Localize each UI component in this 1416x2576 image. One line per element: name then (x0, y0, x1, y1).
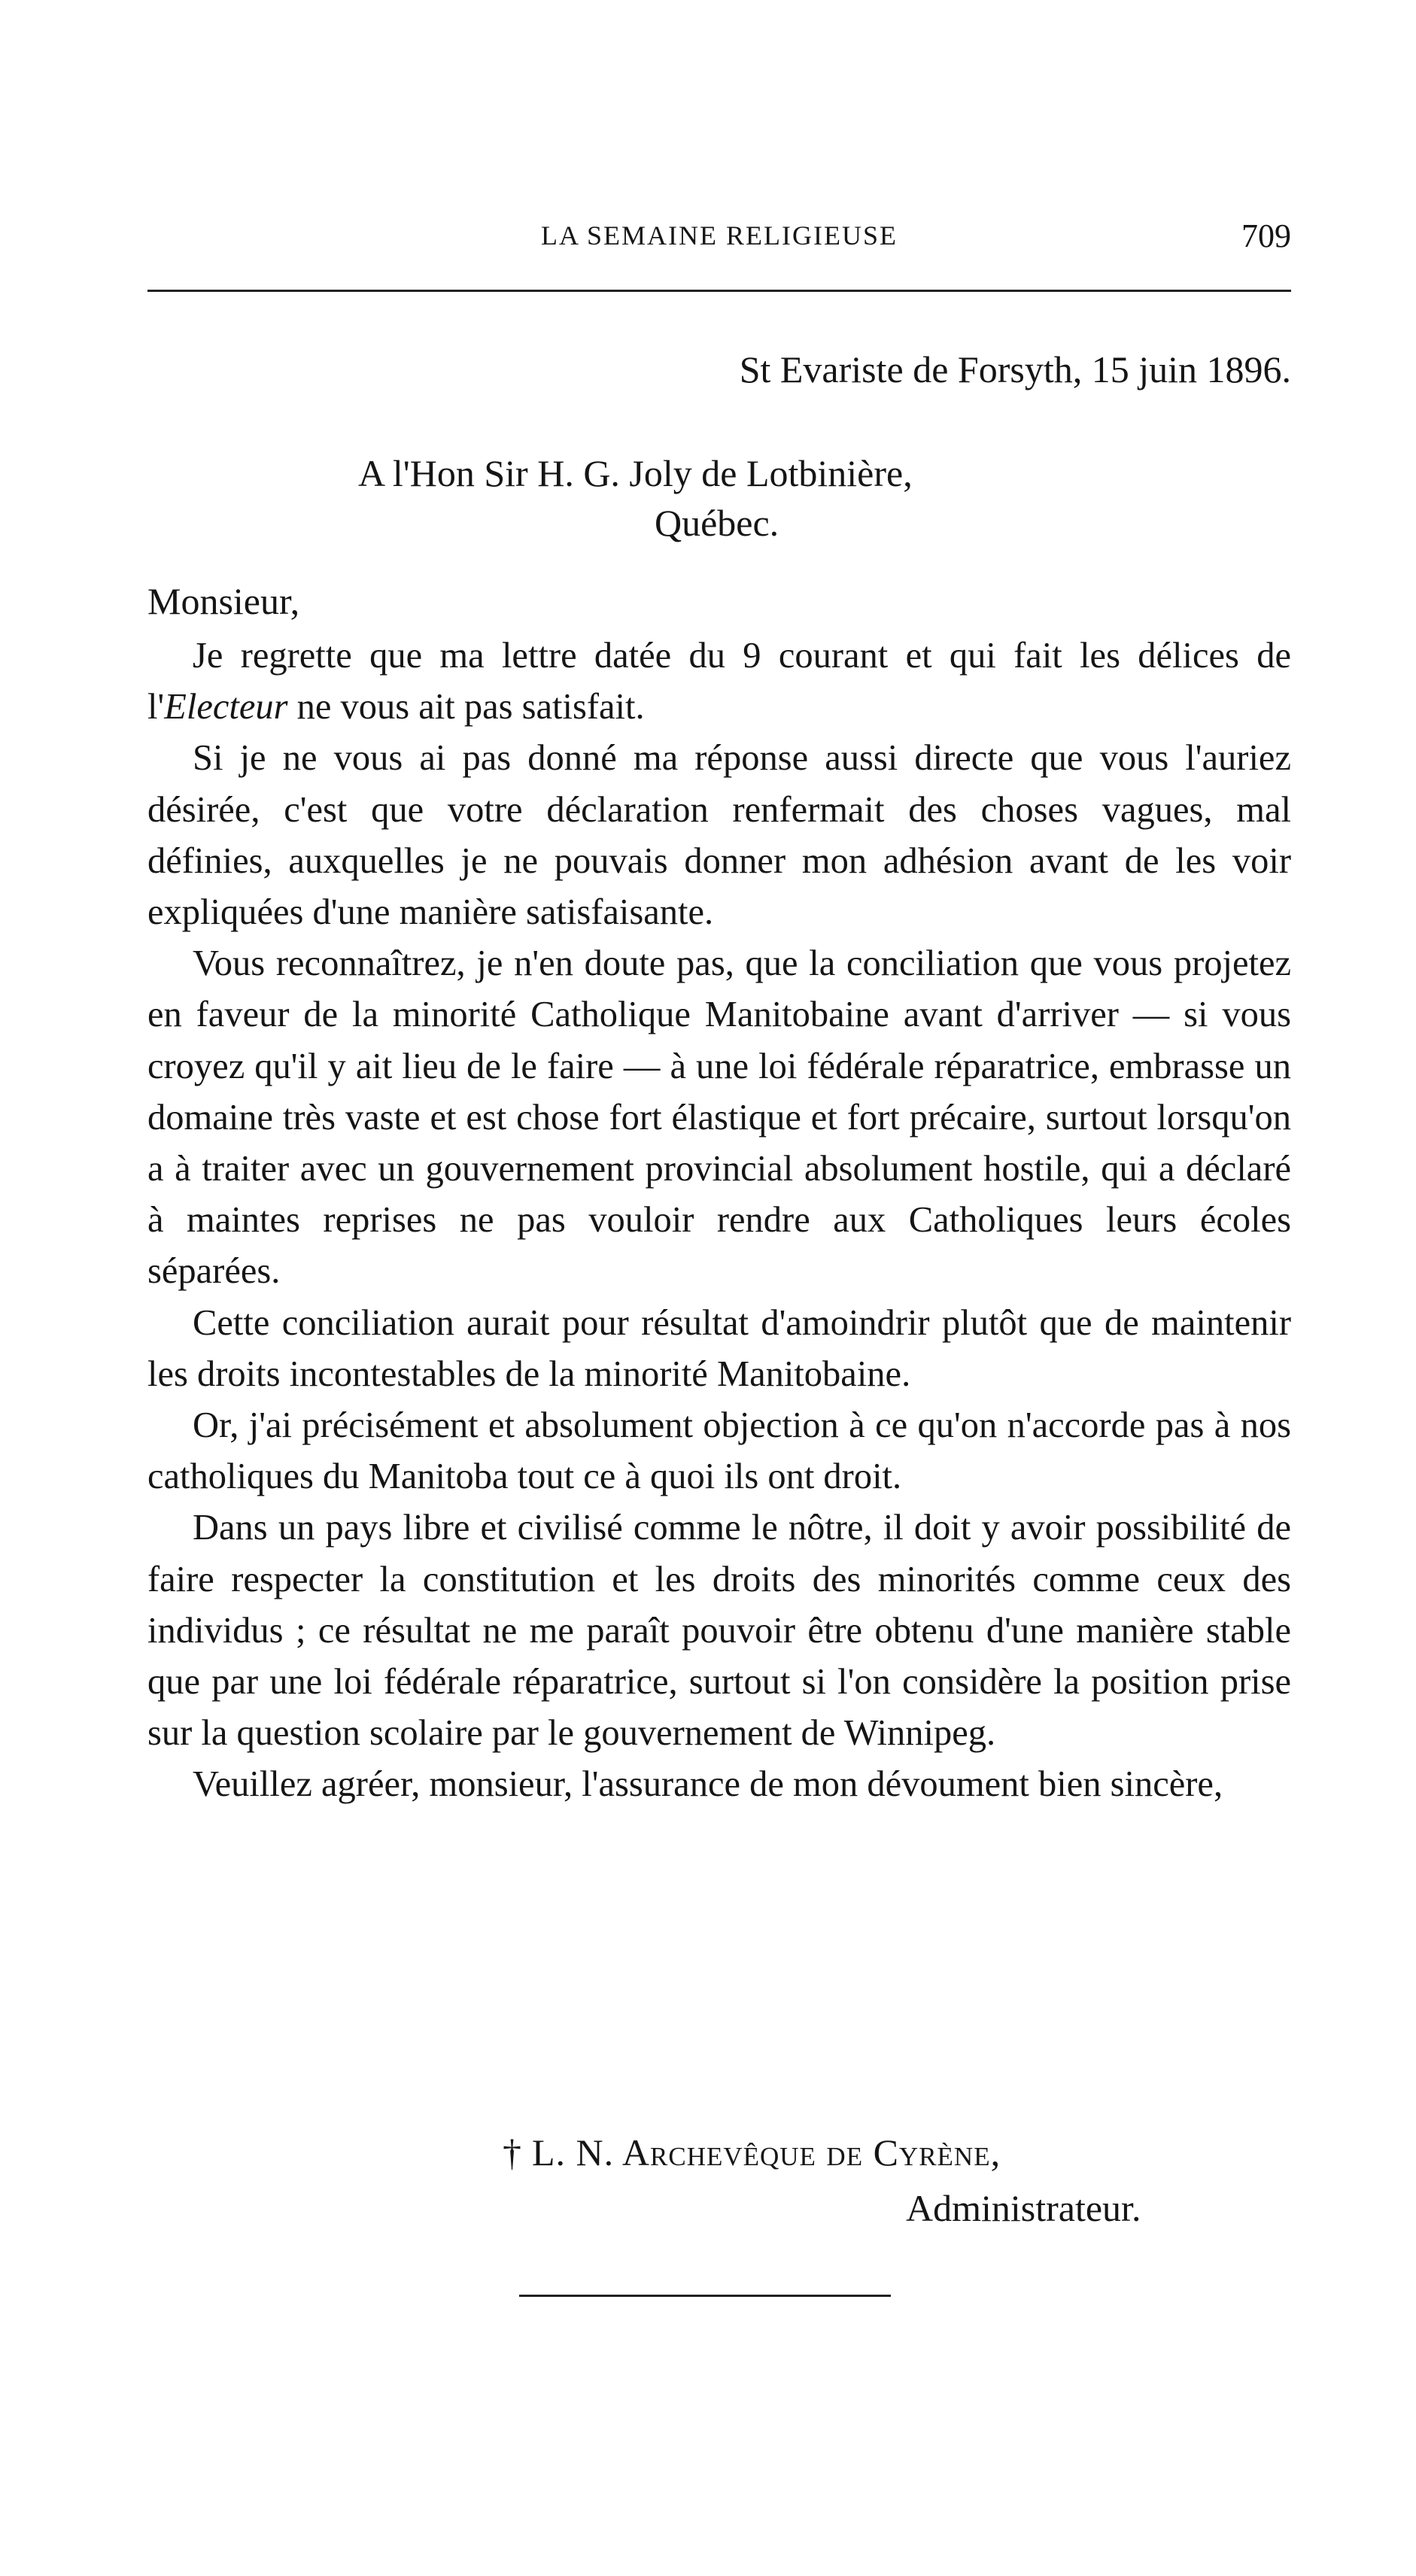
signatory-title: Administrateur. (906, 2187, 1141, 2229)
cross-symbol: † (503, 2131, 521, 2174)
paragraph-1-start: Je regrette que ma lettre datée du 9 courant et qui fait les délices de l' (147, 636, 1291, 728)
end-divider (519, 2295, 891, 2297)
signature (503, 2131, 1001, 2174)
running-head (147, 217, 1291, 262)
page-number: 709 (1241, 217, 1291, 254)
addressee: A l'Hon Sir H. G. Joly de Lotbinière, (358, 452, 913, 494)
dateline: St Evariste de Forsyth, 15 juin 1896. (739, 348, 1291, 390)
salutation: Monsieur, (147, 580, 300, 622)
running-title: LA SEMAINE RELIGIEUSE (541, 220, 898, 251)
paragraph-2: Si je ne vous ai pas donné ma réponse aussi directe que vous l'auriez désirée, c'est que votre déclaration renfermait des choses vagues, mal définies, auxquelles je ne pouvais donner mon adhésion avant de les voir expliquées d'une manière satisfaisante. (147, 738, 1291, 933)
paragraph-4: Cette conciliation aurait pour résultat d'amoindrir plutôt que de maintenir les droits incontestables de la minorité Manitobaine. (147, 1302, 1291, 1394)
paragraph-3: Vous reconnaîtrez, je n'en doute pas, que la conciliation que vous projetez en faveur de la minorité Catholique Manitobaine avant d'arriver — si vous croyez qu'il y ait lieu de le faire — à une loi fédérale réparatrice, embrasse un domaine très vaste et est chose fort élastique et fort précaire, surtout lorsqu'on a à traiter avec un gouvernement provincial absolument hostile, qui a déclaré à maintes reprises ne pas vouloir rendre aux Catholiques leurs écoles séparées. (147, 943, 1291, 1292)
paragraph-1-end: ne vous ait pas satisfait. (287, 687, 645, 728)
signatory-name: L. N. Archevêque de Cyrène, (532, 2131, 1001, 2174)
paragraph-6: Dans un pays libre et civilisé comme le nôtre, il doit y avoir possibilité de faire respecter la constitution et les droits des minorités comme ceux des individus ; ce résultat ne me paraît pouvoir être obtenu d'une manière stable que par une loi fédérale réparatrice, surtout si l'on considère la position prise sur la question scolaire par le gouvernement de Winnipeg. (147, 1508, 1291, 1754)
newspaper-title: Electeur (164, 687, 288, 728)
addressee-city: Québec. (655, 502, 779, 544)
paragraph-5: Or, j'ai précisément et absolument objection à ce qu'on n'accorde pas à nos catholiques du Manitoba tout ce à quoi ils ont droit. (147, 1405, 1291, 1497)
closing: Veuillez agréer, monsieur, l'assurance de mon dévoument bien sincère, (193, 1764, 1223, 1805)
paragraph-1 (147, 630, 1291, 733)
header-divider (147, 290, 1291, 292)
letter-body (147, 630, 1291, 1811)
